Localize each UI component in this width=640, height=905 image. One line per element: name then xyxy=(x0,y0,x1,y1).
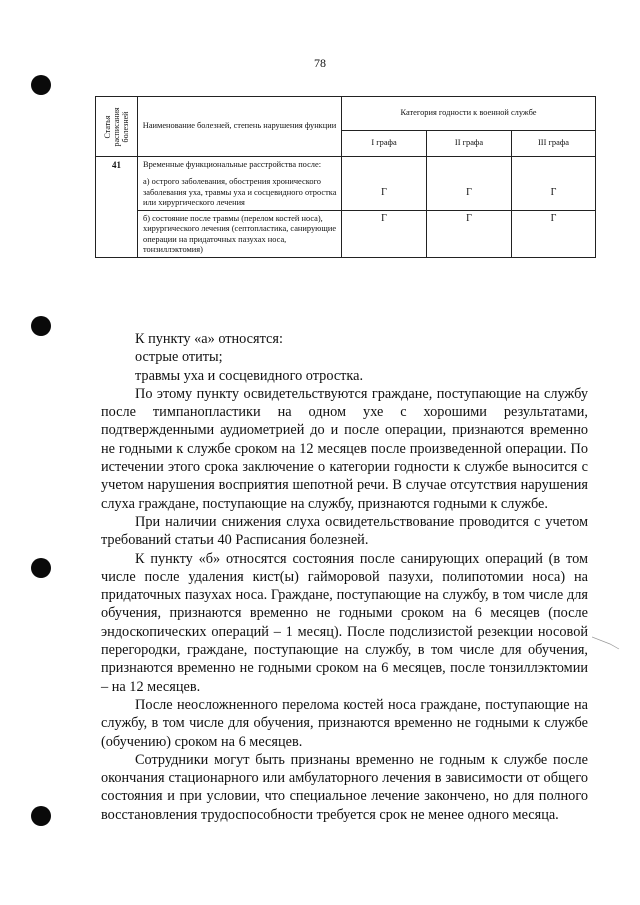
page-number: 78 xyxy=(314,56,326,70)
header-column-3: III графа xyxy=(512,131,596,157)
item-b-text: б) состояние после травмы (перелом костей носа), хирургического лечения (септопластика, санирующие операции на придаточных пазухах носа, тонзиллэктомия) xyxy=(138,211,342,258)
binder-hole xyxy=(31,806,51,826)
header-article-label: Статья расписания болезней xyxy=(102,106,131,147)
item-a-cell xyxy=(138,157,342,211)
header-article-cell xyxy=(96,97,138,157)
item-b-category-3: Г xyxy=(512,211,596,258)
header-column-2: II графа xyxy=(427,131,512,157)
binder-hole xyxy=(31,75,51,95)
item-a-category-1: Г xyxy=(342,157,427,211)
item-a-category-3: Г xyxy=(512,157,596,211)
paragraph: По этому пункту освидетельствуются граждане, поступающие на службу после тимпанопластики на одном ухе с хорошими результатами, подтвержденными аудиометрией до и после операции, признаются временно не годными к службе сроком на 12 месяцев после произведенной операции. По истечении этого срока заключение о категории годности к службе выносится с учетом нарушения восприятия шепотной речи. В случае отсутствия нарушения слуха граждане, поступающие на службу, признаются годными к службе. xyxy=(101,385,588,512)
table-row xyxy=(96,157,596,211)
scan-artifact xyxy=(592,636,620,650)
header-column-1: I графа xyxy=(342,131,427,157)
header-name-label: Наименование болезней, степень нарушения функции xyxy=(138,97,342,157)
paragraph: При наличии снижения слуха освидетельствование проводится с учетом требований статьи 40 Расписания болезней. xyxy=(101,513,588,549)
body-text xyxy=(101,330,588,824)
paragraph: травмы уха и сосцевидного отростка. xyxy=(135,367,364,384)
paragraph: К пункту «б» относятся состояния после санирующих операций (в том числе после удаления кист(ы) гайморовой пазухи, полипотомии носа) на придаточных пазухах носа. Граждане, поступающие на службу, в том числе для обучения, признаются временно не годными сроком на 6 месяцев (после эндоскопических операций – 1 месяц). После подслизистой резекции носовой перегородки, граждане, поступающие на службу, в том числе для обучения, признаются временно не годными сроком на 6 месяцев, после тонзиллэктомии – на 12 месяцев. xyxy=(101,550,588,695)
item-b-category-1: Г xyxy=(342,211,427,258)
paragraph: К пункту «а» относятся: xyxy=(135,331,283,347)
header-category-label: Категория годности к военной службе xyxy=(342,97,596,131)
paragraph: После неосложненного перелома костей носа граждане, поступающие на службу, в том числе для обучения, признаются временно не годными к службе (обучению) сроком на 6 месяцев. xyxy=(101,696,588,750)
table-row xyxy=(96,211,596,258)
paragraph: острые отиты; xyxy=(135,349,223,366)
row-title: Временные функциональные расстройства после: xyxy=(143,160,322,169)
binder-hole xyxy=(31,558,51,578)
item-b-category-2: Г xyxy=(427,211,512,258)
article-number: 41 xyxy=(96,157,138,258)
item-a-text: а) острого заболевания, обострения хронического заболевания уха, травмы уха и сосцевидного отростка или хирургического лечения xyxy=(143,177,337,207)
binder-hole xyxy=(31,316,51,336)
paragraph: Сотрудники могут быть признаны временно не годным к службе после окончания стационарного или амбулаторного лечения в зависимости от общего состояния и при условии, что специальное лечение закончено, но для полного восстановления трудоспособности требуется срок не менее одного месяца. xyxy=(101,751,588,823)
item-a-category-2: Г xyxy=(427,157,512,211)
disease-category-table xyxy=(95,96,596,258)
